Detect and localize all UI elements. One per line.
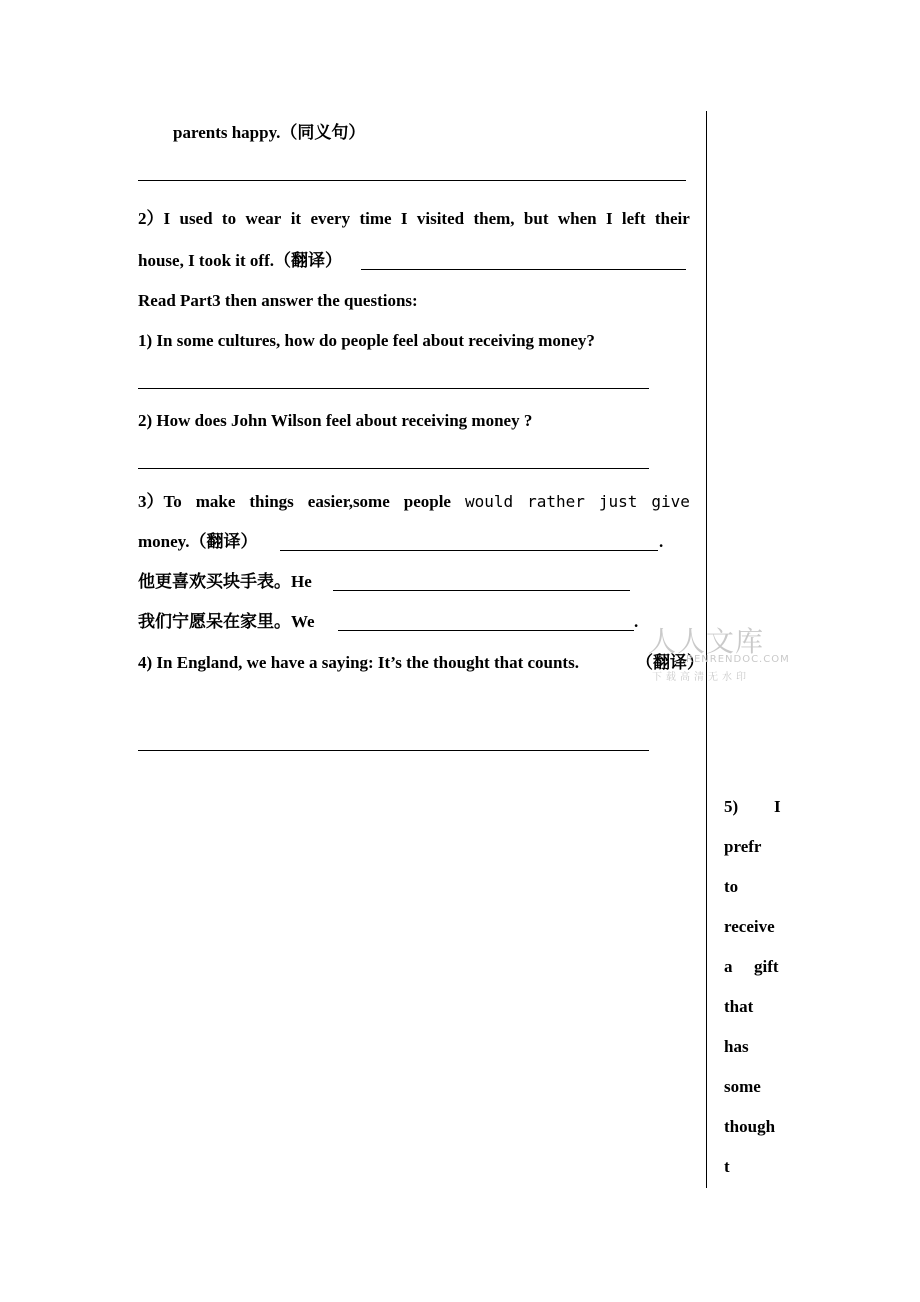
side-word: gift <box>754 957 779 976</box>
word: easier,some <box>307 492 390 511</box>
side-word: that <box>724 997 754 1016</box>
side-word: receive <box>724 917 775 936</box>
word: 2）I <box>138 209 171 228</box>
word: make <box>195 492 236 511</box>
answer-blank-4[interactable] <box>138 468 649 469</box>
answer-blank-7[interactable] <box>338 630 634 631</box>
word: but <box>523 209 549 228</box>
watermark-title: 人人文库 <box>648 625 765 658</box>
answer-blank-1[interactable] <box>138 180 686 181</box>
translate-line-stay-home: 我们宁愿呆在家里。We <box>138 612 315 631</box>
answer-blank-2[interactable] <box>361 269 686 270</box>
answer-blank-6[interactable] <box>333 590 630 591</box>
word: give <box>651 492 690 511</box>
word: would <box>464 492 514 511</box>
question-3-sentence <box>138 491 690 513</box>
word: their <box>654 209 690 228</box>
word: just <box>598 492 638 511</box>
word: visited <box>416 209 465 228</box>
side-word: has <box>724 1037 749 1056</box>
question-4-tag: （翻译） <box>636 653 704 672</box>
side-column-question-5 <box>724 796 784 1196</box>
side-word: to <box>724 877 739 896</box>
word: rather <box>527 492 585 511</box>
word: wear <box>245 209 282 228</box>
word: it <box>290 209 302 228</box>
line-q2-sentence <box>138 208 690 230</box>
word: time <box>359 209 392 228</box>
answer-blank-3[interactable] <box>138 388 649 389</box>
line-synonym-sentence: parents happy.（同义句） <box>173 123 366 142</box>
section-heading-part3: Read Part3 then answer the questions: <box>138 291 418 310</box>
translate-line-watch: 他更喜欢买块手表。He <box>138 572 312 591</box>
side-word: a <box>724 957 733 976</box>
word: I <box>400 209 408 228</box>
word: people <box>403 492 451 511</box>
word: them, <box>473 209 515 228</box>
answer-blank-5[interactable] <box>280 550 658 551</box>
side-word: 5) <box>724 797 739 816</box>
watermark-url: RENRENDOC.COM <box>686 654 790 665</box>
word: 3）To <box>138 492 182 511</box>
period-mark: . <box>634 612 639 631</box>
word: when <box>557 209 597 228</box>
answer-blank-8[interactable] <box>138 750 649 751</box>
word: I <box>605 209 613 228</box>
word: left <box>621 209 646 228</box>
word: things <box>249 492 294 511</box>
side-word: some <box>724 1077 761 1096</box>
word: to <box>221 209 237 228</box>
question-4: 4) In England, we have a saying: It’s the thought that counts. <box>138 653 579 672</box>
side-word: though <box>724 1117 776 1136</box>
watermark-tagline: 下载高清无水印 <box>652 672 750 683</box>
word: every <box>310 209 351 228</box>
side-word: I <box>774 797 781 816</box>
question-2: 2) How does John Wilson feel about receiving money ? <box>138 411 533 430</box>
side-word: prefr <box>724 837 762 856</box>
side-word: t <box>724 1157 730 1176</box>
word: used <box>179 209 213 228</box>
question-3-translate: money.（翻译） <box>138 532 258 551</box>
period-mark: . <box>659 532 664 551</box>
line-q2-translate: house, I took it off.（翻译） <box>138 251 343 270</box>
question-1: 1) In some cultures, how do people feel about receiving money? <box>138 331 595 350</box>
